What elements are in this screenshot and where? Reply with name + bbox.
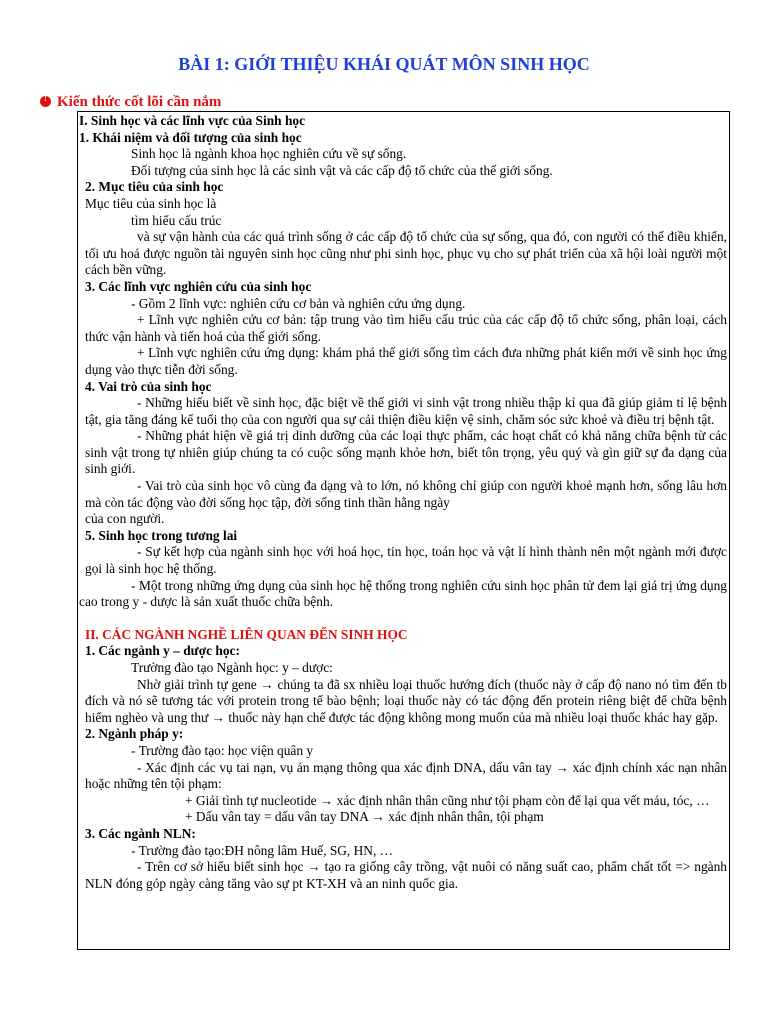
paragraph: - Sự kết hợp của ngành sinh học với hoá học, tin học, toán học và vật lí hình thành nên một ngành mới được gọi là sinh học hệ thống. <box>85 544 727 577</box>
subsection-heading: 4. Vai trò của sinh học <box>85 378 212 394</box>
paragraph: Mục tiêu của sinh học là <box>85 195 217 211</box>
paragraph: - Gồm 2 lĩnh vực: nghiên cứu cơ bản và nghiên cứu ứng dụng. <box>131 295 466 311</box>
alert-bullet-icon <box>40 96 51 107</box>
paragraph: tìm hiểu cấu trúc <box>131 212 222 228</box>
paragraph: - Trường đào tạo:ĐH nông lâm Huế, SG, HN, … <box>131 842 394 858</box>
subsection-heading: 3. Các lĩnh vực nghiên cứu của sinh học <box>85 278 312 294</box>
paragraph: + Dấu vân tay = dấu vân tay DNA → xác định nhân thân, tội phạm <box>185 809 544 825</box>
subsection-heading: 3. Các ngành NLN: <box>85 825 196 841</box>
paragraph: - Vai trò của sinh học vô cùng đa dạng và to lớn, nó không chỉ giúp con người khoẻ mạnh hơn, sống lâu hơn mà còn tác động vào đời sống học tập, đời sống tinh thần hằng ngày <box>85 478 727 510</box>
paragraph: Đối tượng của sinh học là các sinh vật và các cấp độ tổ chức của thế giới sống. <box>131 162 553 178</box>
paragraph: và sự vận hành của các quá trình sống ở các cấp độ tổ chức của sự sống, qua đó, con người có thể điều khiển, tối ưu hoá được nguồn tài nguyên sinh học cũng như phi sinh học, phục vụ cho sự phát triển của xã hội loài người một cách bền vững. <box>85 229 727 278</box>
paragraph: + Lĩnh vực nghiên cứu cơ bản: tập trung vào tìm hiểu cấu trúc của các cấp độ tổ chức sống, phân loại, cách thức vận hành và tiến hoá của thế giới sống. <box>85 312 727 344</box>
content-box <box>77 111 730 950</box>
subsection-heading: 1. Các ngành y – dược học: <box>85 643 240 659</box>
paragraph: + Giải tình tự nucleotide → xác định nhân thân cũng như tội phạm còn để lại qua vết máu, tóc, … <box>185 792 710 808</box>
subsection-heading: 2. Mục tiêu của sinh học <box>85 179 224 195</box>
core-knowledge-heading <box>40 94 221 111</box>
section-heading-careers: II. CÁC NGÀNH NGHỀ LIÊN QUAN ĐẾN SINH HỌC <box>85 626 408 642</box>
paragraph: - Những phát hiện về giá trị dinh dưỡng của các loại thực phẩm, các hoạt chất có khả năng chữa bệnh từ các sinh vật trong tự nhiên giúp chúng ta có cuộc sống mạnh khỏe hơn, biết tôn trọng, yêu quý và gìn giữ sự đa dạng của sinh giới. <box>85 428 727 477</box>
paragraph: - Một trong những ứng dụng của sinh học hệ thống trong nghiên cứu sinh học phân tử đem lại giá trị ứng dụng cao trong y - dược là sản xuất thuốc chữa bệnh. <box>79 577 727 610</box>
subsection-heading: 5. Sinh học trong tương lai <box>85 527 238 543</box>
subsection-heading: 1. Khái niệm và đối tượng của sinh học <box>79 129 302 145</box>
section-heading: I. Sinh học và các lĩnh vực của Sinh học <box>79 113 306 128</box>
paragraph: - Những hiểu biết về sinh học, đặc biệt về thế giới vi sinh vật trong nhiều thập kỉ qua đã giúp giảm tỉ lệ bệnh tật, gia tăng đáng kể tuổi thọ của con người qua sự cải thiện điều kiện vệ sinh, chăm sóc sức khoẻ và điều trị bệnh tật. <box>85 395 727 427</box>
paragraph: + Lĩnh vực nghiên cứu ứng dụng: khám phá thế giới sống tìm cách đưa những phát kiến mới về sinh học ứng dụng vào thực tiễn đời sống. <box>85 345 727 377</box>
paragraph: Trường đào tạo Ngành học: y – dược: <box>131 660 333 675</box>
paragraph: của con người. <box>85 511 165 527</box>
paragraph: - Trường đào tạo: học viện quân y <box>131 742 314 758</box>
subsection-heading: 2. Ngành pháp y: <box>85 726 184 742</box>
paragraph: - Trên cơ sở hiểu biết sinh học → tạo ra giống cây trồng, vật nuôi có năng suất cao, phẩm chất tốt => ngành NLN đóng góp ngày càng tăng vào sự pt KT-XH và an ninh quốc gia. <box>85 859 727 891</box>
paragraph: Nhờ giải trình tự gene → chúng ta đã sx nhiều loại thuốc hướng đích (thuốc này ở cấp độ nano nó tìm đến tb đích và nó sẽ tương tác với protein trong tế bào bệnh; loại thuốc này có tác động đến protein riêng biệt để chữa bệnh hiểm nghèo và ung thư → thuốc này hạn chế được tác động không mong muốn của mà nhiều loại thuốc khác hay gặp. <box>85 676 727 725</box>
page-title: BÀI 1: GIỚI THIỆU KHÁI QUÁT MÔN SINH HỌC <box>178 54 590 74</box>
core-knowledge-label: Kiến thức cốt lõi cần nắm <box>57 94 222 110</box>
paragraph: - Xác định các vụ tai nạn, vụ án mạng thông qua xác định DNA, dấu vân tay → xác định chính xác nạn nhân hoặc những tên tội phạm: <box>85 759 727 792</box>
paragraph: Sinh học là ngành khoa học nghiên cứu về sự sống. <box>131 146 407 162</box>
